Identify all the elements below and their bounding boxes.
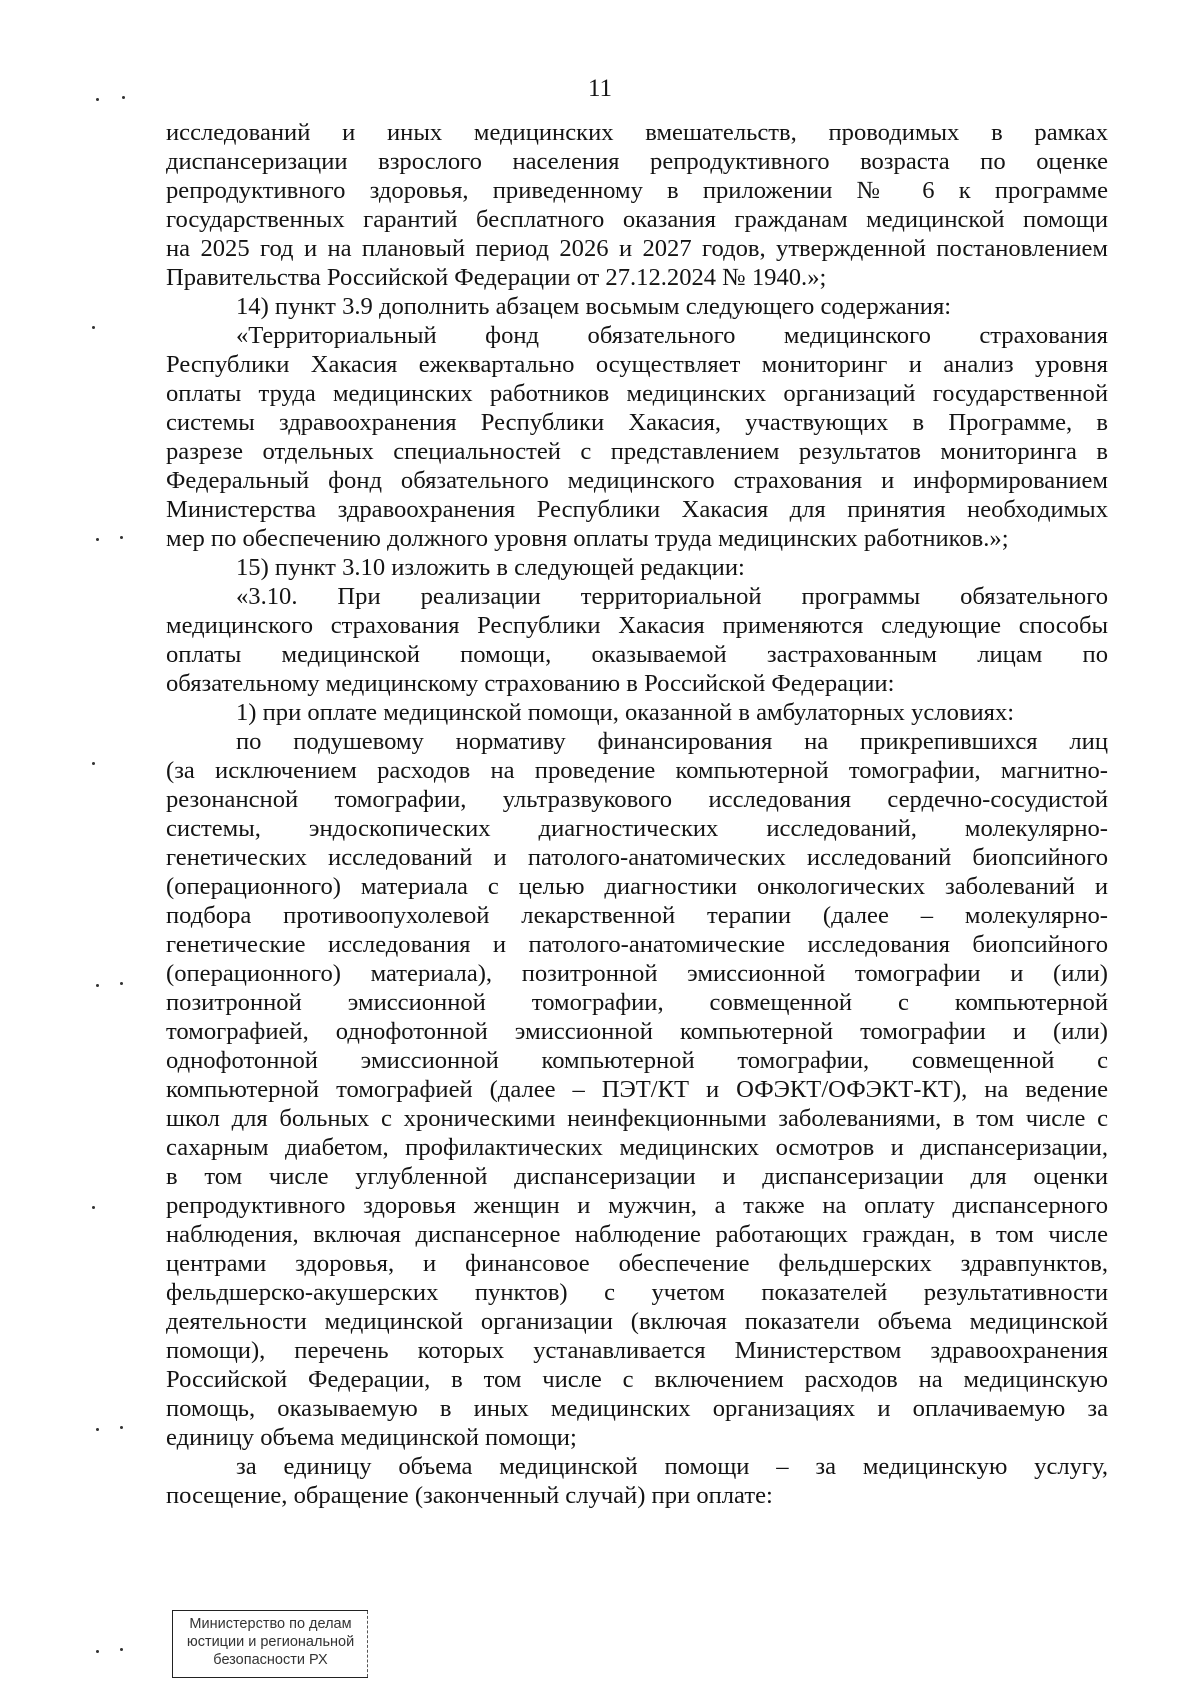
text-line: центрами здоровья, и финансовое обеспечение фельдшерских здравпунктов, [166,1250,1108,1277]
text-line: наблюдения, включая диспансерное наблюдение работающих граждан, в том числе [166,1221,1108,1248]
text-line: 14) пункт 3.9 дополнить абзацем восьмым следующего содержания: [236,293,952,320]
text-line: системы, эндоскопических диагностических исследований, молекулярно- [166,815,1108,842]
text-line: «Территориальный фонд обязательного медицинского страхования [236,322,1108,349]
text-line: генетических исследований и патолого-анатомических исследований биопсийного [166,844,1108,871]
document-body [166,118,1108,1510]
text-line: деятельности медицинской организации (включая показатели объема медицинской [166,1308,1108,1335]
margin-speck [96,1428,99,1431]
text-line: однофотонной эмиссионной компьютерной томографии, совмещенной с [166,1047,1108,1074]
text-line: единицу объема медицинской помощи; [166,1424,577,1451]
text-line: Российской Федерации, в том числе с включением расходов на медицинскую [166,1366,1108,1393]
margin-speck [120,982,123,985]
margin-speck [120,1426,123,1429]
text-line: позитронной эмиссионной томографии, совмещенной с компьютерной [166,989,1108,1016]
margin-speck [92,326,95,329]
text-line: (за исключением расходов на проведение компьютерной томографии, магнитно- [166,757,1108,784]
text-line: (операционного) материала), позитронной эмиссионной томографии и (или) [166,960,1108,987]
text-line: репродуктивного здоровья женщин и мужчин, а также на оплату диспансерного [166,1192,1108,1219]
text-line: репродуктивного здоровья, приведенному в приложении № 6 к программе [166,177,1108,204]
margin-speck [96,98,99,101]
text-line: медицинского страхования Республики Хакасия применяются следующие способы [166,612,1108,639]
margin-speck [96,1650,99,1653]
text-line: Правительства Российской Федерации от 27.12.2024 № 1940.»; [166,264,827,291]
text-line: 15) пункт 3.10 изложить в следующей редакции: [236,554,745,581]
text-line: сахарным диабетом, профилактических медицинских осмотров и диспансеризации, [166,1134,1108,1161]
ministry-stamp [172,1610,368,1678]
text-line: (операционного) материала с целью диагностики онкологических заболеваний и [166,873,1108,900]
margin-speck [96,984,99,987]
text-line: обязательному медицинскому страхованию в Российской Федерации: [166,670,895,697]
margin-speck [122,96,125,99]
margin-speck [92,1206,95,1209]
text-line: в том числе углубленной диспансеризации и диспансеризации для оценки [166,1163,1108,1190]
text-line: исследований и иных медицинских вмешательств, проводимых в рамках [166,119,1108,146]
text-line: подбора противоопухолевой лекарственной терапии (далее – молекулярно- [166,902,1108,929]
text-line: государственных гарантий бесплатного оказания гражданам медицинской помощи [166,206,1108,233]
stamp-line-1: Министерство по делам [189,1616,352,1632]
text-line: генетические исследования и патолого-анатомические исследования биопсийного [166,931,1108,958]
text-line: оплаты труда медицинских работников медицинских организаций государственной [166,380,1108,407]
text-line: оплаты медицинской помощи, оказываемой застрахованным лицам по [166,641,1108,668]
text-line: по подушевому нормативу финансирования на прикрепившихся лиц [236,728,1108,755]
text-line: Республики Хакасия ежеквартально осуществляет мониторинг и анализ уровня [166,351,1108,378]
text-line: посещение, обращение (законченный случай) при оплате: [166,1482,773,1509]
text-line: школ для больных с хроническими неинфекционными заболеваниями, в том числе с [166,1105,1108,1132]
text-line: «3.10. При реализации территориальной программы обязательного [236,583,1108,610]
text-line: на 2025 год и на плановый период 2026 и 2027 годов, утвержденной постановлением [166,235,1108,262]
text-line: диспансеризации взрослого населения репродуктивного возраста по оценке [166,148,1108,175]
margin-speck [92,762,95,765]
margin-speck [120,1648,123,1651]
text-line: помощь, оказываемую в иных медицинских организациях и оплачиваемую за [166,1395,1108,1422]
text-line: разрезе отдельных специальностей с представлением результатов мониторинга в [166,438,1108,465]
stamp-line-2: юстиции и региональной [186,1634,355,1650]
margin-speck [96,538,99,541]
text-line: системы здравоохранения Республики Хакасия, участвующих в Программе, в [166,409,1108,436]
text-line: томографией, однофотонной эмиссионной компьютерной томографии и (или) [166,1018,1108,1045]
text-line: фельдшерско-акушерских пунктов) с учетом показателей результативности [166,1279,1108,1306]
text-line: Министерства здравоохранения Республики Хакасия для принятия необходимых [166,496,1108,523]
text-line: Федеральный фонд обязательного медицинского страхования и информированием [166,467,1108,494]
text-line: помощи), перечень которых устанавливается Министерством здравоохранения [166,1337,1108,1364]
text-line: компьютерной томографией (далее – ПЭТ/КТ и ОФЭКТ/ОФЭКТ-КТ), на ведение [166,1076,1108,1103]
stamp-line-3: безопасности РХ [213,1652,328,1668]
text-line: 1) при оплате медицинской помощи, оказанной в амбулаторных условиях: [236,699,1015,726]
text-line: за единицу объема медицинской помощи – за медицинскую услугу, [236,1453,1108,1480]
text-line: резонансной томографии, ультразвукового исследования сердечно-сосудистой [166,786,1108,813]
margin-speck [120,536,123,539]
page-number: 11 [587,75,613,102]
text-line: мер по обеспечению должного уровня оплаты труда медицинских работников.»; [166,525,1009,552]
